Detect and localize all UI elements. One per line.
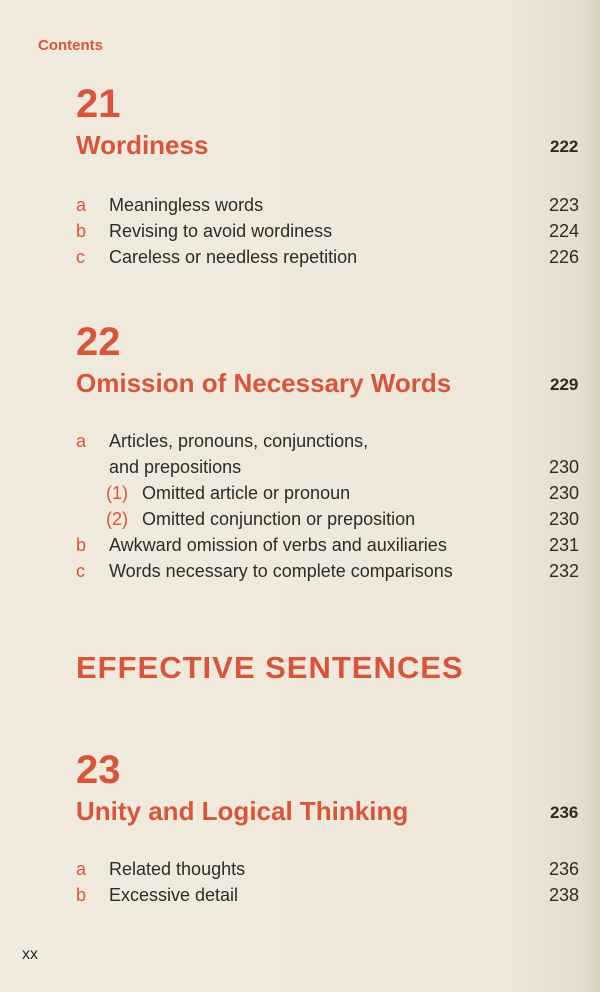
entry-text: Omitted article or pronoun [142,483,351,503]
entry-page-number: 238 [549,885,580,905]
entry-letter: a [76,431,87,451]
toc-entry[interactable] [76,244,600,270]
subentry-number: (2) [106,509,128,529]
entry-text: Articles, pronouns, conjunctions, [109,431,369,451]
entry-page-number: 236 [549,859,580,879]
toc-entry[interactable] [76,532,600,558]
toc-entry[interactable] [76,428,600,454]
entry-letter: a [76,195,87,215]
entry-letter: b [76,221,87,241]
entry-page-number: 232 [549,561,580,581]
subentry-number: (1) [106,483,128,503]
chapter-page-number: 236 [550,803,579,822]
chapter-number: 23 [76,748,121,792]
entry-letter: c [76,247,85,267]
chapter-title[interactable]: Omission of Necessary Words [76,368,452,398]
entry-text: and prepositions [109,457,242,477]
entry-text: Awkward omission of verbs and auxiliaries [109,535,447,555]
entry-page-number: 223 [549,195,580,215]
entry-text: Related thoughts [109,859,246,879]
entry-text: Omitted conjunction or preposition [142,509,416,529]
entry-letter: b [76,535,87,555]
chapter-21 [76,84,600,270]
chapter-number: 21 [76,82,121,126]
entry-text: Excessive detail [109,885,239,905]
toc-entry[interactable] [76,192,600,218]
chapter-page-number: 222 [550,137,579,156]
chapter-title[interactable]: Wordiness [76,130,209,160]
toc-entry[interactable] [76,558,600,584]
entry-page-number: 230 [549,509,580,529]
entry-letter: a [76,859,87,879]
entry-letter: c [76,561,85,581]
entry-letter: b [76,885,87,905]
toc-entry[interactable] [76,882,600,908]
toc-subentry[interactable] [76,506,600,532]
chapter-number: 22 [76,320,121,364]
entry-text: Meaningless words [109,195,264,215]
entry-text: Careless or needless repetition [109,247,358,267]
toc-entry-continuation[interactable] [76,454,600,480]
chapter-title[interactable]: Unity and Logical Thinking [76,796,409,826]
entry-page-number: 224 [549,221,580,241]
entry-page-number: 231 [549,535,580,555]
toc-entry[interactable] [76,856,600,882]
entry-page-number: 230 [549,457,580,477]
toc-entry[interactable] [76,218,600,244]
entry-text: Words necessary to complete comparisons [109,561,453,581]
toc-subentry[interactable] [76,480,600,506]
running-head: Contents [38,37,103,54]
entry-text: Revising to avoid wordiness [109,221,333,241]
entry-page-number: 230 [549,483,580,503]
part-heading: EFFECTIVE SENTENCES [76,650,464,685]
page-folio: xx [22,946,38,963]
entry-page-number: 226 [549,247,580,267]
chapter-page-number: 229 [550,375,579,394]
chapter-22 [76,322,600,584]
chapter-23 [76,750,600,908]
